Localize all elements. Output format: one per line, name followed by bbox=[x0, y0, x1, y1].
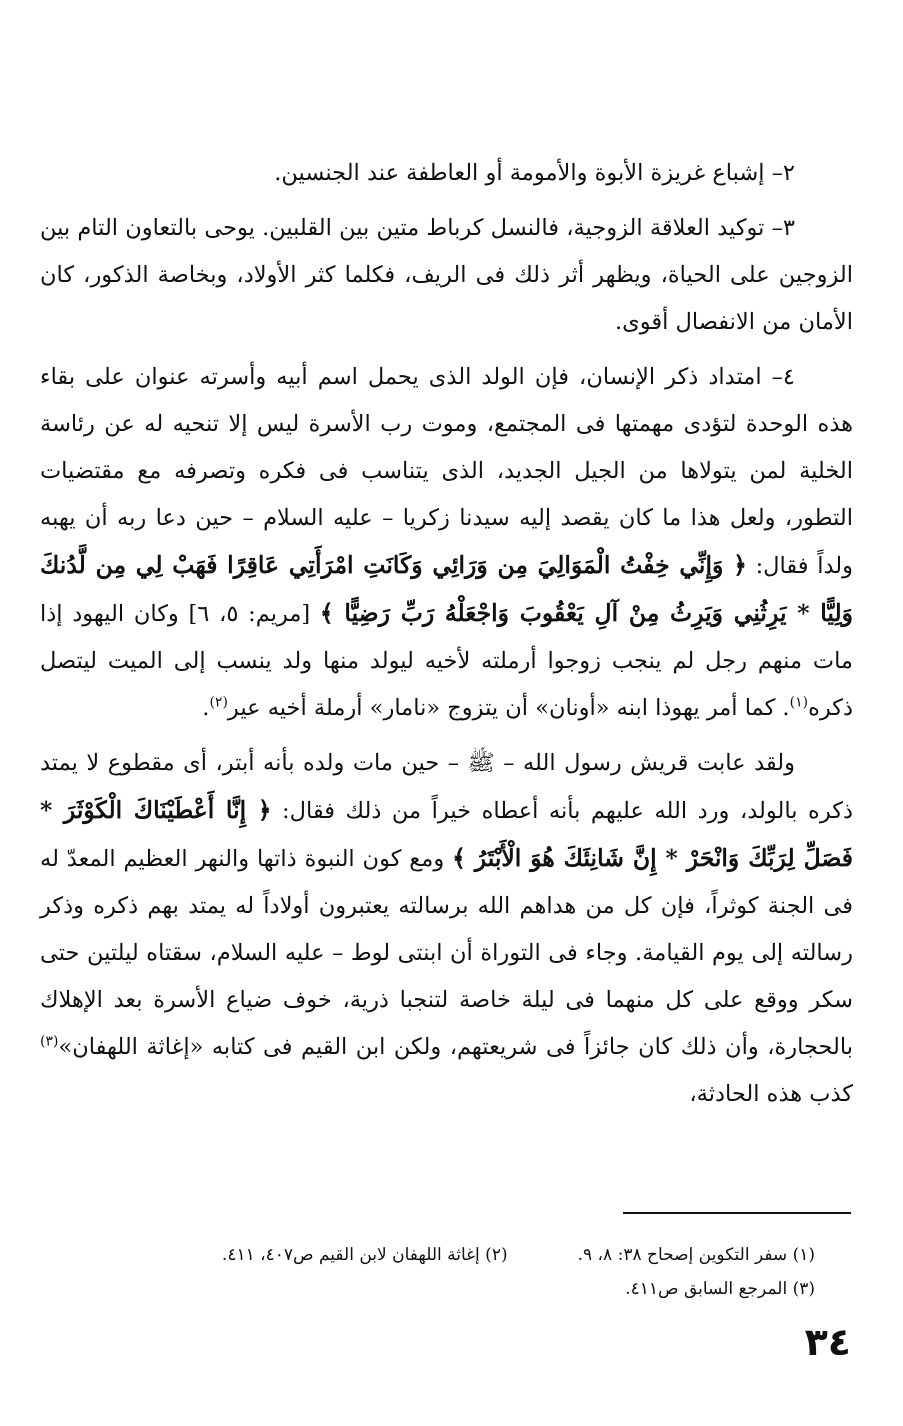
footnote-ref: (١) bbox=[789, 694, 809, 711]
body-text bbox=[40, 150, 853, 1118]
footnote-separator bbox=[623, 1212, 851, 1214]
text-run: [مريم: ٥، ٦] وكان اليهود إذا مات منهم رجل لم ينجب زوجوا أرملته لأخيه ليولد منها ولد ينسب إلى الميت ليتصل ذكره bbox=[40, 601, 853, 721]
text-run: ٣– توكيد العلاقة الزوجية، فالنسل كرباط متين بين القلبين. يوحى بالتعاون التام بين الزوجين على الحياة، ويظهر أثر ذلك فى الريف، فكلما كثر الأولاد، وبخاصة الذكور، كان الأمان من الانفصال أقوى. bbox=[40, 215, 853, 335]
text-run: . كما أمر يهوذا ابنه «أونان» أن يتزوج «نامار» أرملة أخيه عير bbox=[227, 695, 790, 721]
footnote-2: (٢) إغاثة اللهفان لابن القيم ص٤٠٧، ٤١١. bbox=[221, 1245, 508, 1265]
text-run: ولقد عابت قريش رسول الله – ﷺ – حين مات ولده بأنه أبتر، أى مقطوع لا يمتد ذكره بالولد، ورد الله عليهم بأنه أعطاه خيراً من ذلك فقال: bbox=[40, 750, 853, 824]
footnote-3: (٣) المرجع السابق ص٤١١. bbox=[625, 1279, 815, 1299]
text-run: ٤– امتداد ذكر الإنسان، فإن الولد الذى يحمل اسم أبيه وأسرته عنوان على بقاء هذه الوحدة لتؤدى مهمتها فى المجتمع، وموت رب الأسرة ليس إلا تنحيه له عن رئاسة الخلية لمن يتولاها من الجيل الجديد، الذى يتناسب فى فكره وتصرفه مع مقتضيات التطور، ولعل هذا ما كان يقصد إليه سيدنا زكريا – عليه السلام – حين دعا ربه أن يهبه ولداً فقال: bbox=[40, 364, 853, 579]
paragraph-4 bbox=[40, 740, 853, 1118]
quran-verse: ﴿ إِنَّا أَعْطَيْنَاكَ الْكَوْثَرَ * فَصَلِّ لِرَبِّكَ وَانْحَرْ * إِنَّ شَانِئَكَ هُوَ الْأَبْتَرُ ﴾ bbox=[40, 796, 853, 872]
text-run: كذب هذه الحادثة، bbox=[689, 1081, 853, 1107]
text-run: ومع كون النبوة ذاتها والنهر العظيم المعدّ له فى الجنة كوثراً، فإن كل من هداهم الله برسالته يعتبرون أولاداً له يمتد بهم ذكره وذكر رسالته إلى يوم القيامة. وجاء فى التوراة أن ابنتى لوط – عليه السلام، سقتاه ليلتين حتى سكر ووقع على كل منهما فى ليلة خاصة لتنجبا ذرية، خوف ضياع الأسرة بعد الإهلاك بالحجارة، وأن ذلك كان جائزاً فى شريعتهم، ولكن ابن القيم فى كتابه «إغاثة اللهفان» bbox=[40, 846, 853, 1060]
page-number: ٣٤ bbox=[804, 1320, 851, 1364]
paragraph-3 bbox=[40, 354, 853, 732]
text-run: ٢– إشباع غريزة الأبوة والأمومة أو العاطفة عند الجنسين. bbox=[274, 160, 795, 186]
footnotes bbox=[40, 1238, 815, 1306]
paragraph-1 bbox=[40, 150, 853, 197]
footnote-row bbox=[40, 1238, 815, 1272]
quran-verse: ﴿ وَإِنِّي خِفْتُ الْمَوَالِيَ مِن وَرَائِي وَكَانَتِ امْرَأَتِي عَاقِرًا فَهَبْ لِي مِن لَّدُنكَ وَلِيًّا * يَرِثُنِي وَيَرِثُ مِنْ آلِ يَعْقُوبَ وَاجْعَلْهُ رَبِّ رَضِيًّا ﴾ bbox=[40, 551, 853, 627]
paragraph-2 bbox=[40, 205, 853, 346]
footnote-ref: (٣) bbox=[40, 1033, 59, 1050]
text-run: . bbox=[202, 695, 210, 721]
footnote-ref: (٢) bbox=[209, 694, 228, 711]
footnote-1: (١) سفر التكوين إصحاح ٣٨: ٨، ٩. bbox=[577, 1245, 815, 1265]
